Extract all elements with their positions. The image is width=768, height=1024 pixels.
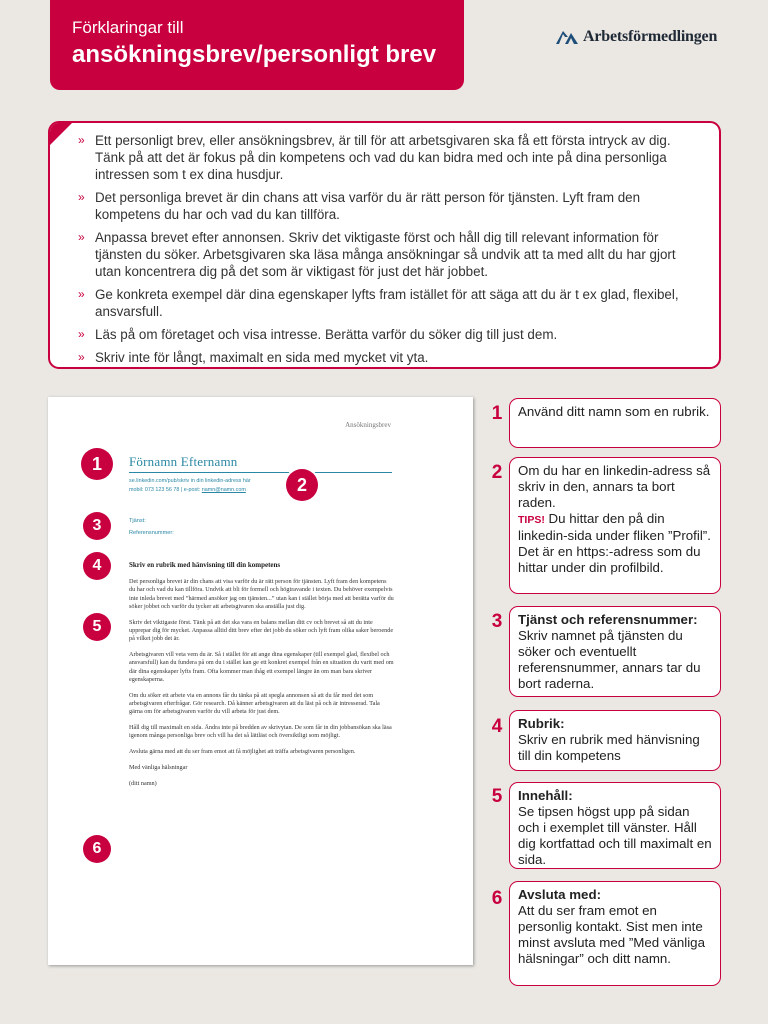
explanation-number: 5 [491, 786, 503, 807]
explanation-box-4 [509, 710, 721, 771]
tips-label: TIPS! [518, 514, 545, 526]
explanation-text: Se tipsen högst upp på sidan och i exemplet till vänster. Håll dig kortfattad och till maximalt en sida. [518, 804, 712, 867]
explanation-title: Rubrik: [518, 716, 565, 731]
tip-item: » Ett personligt brev, eller ansökningsbrev, är till för att arbetsgivaren ska få ett första intryck av dig. Tänk på att det är fokus på din kompetens och vad du kan bidra med och inte på dina personliga intressen som t ex dina husdjur. [78, 132, 703, 183]
letter-body [129, 578, 394, 796]
letter-name-underline [129, 472, 392, 473]
explanation-number: 1 [491, 403, 503, 424]
letter-paragraph: Avsluta gärna med att du ser fram emot att få möjlighet att träffa arbetsgivaren personligen. [129, 748, 356, 756]
explanation-title: Tjänst och referensnummer: [518, 612, 698, 627]
marker-6: 6 [83, 835, 111, 863]
letter-subject: Skriv en rubrik med hänvisning till din kompetens [129, 561, 281, 569]
letter-paragraph: Det personliga brevet är din chans att visa varför du är rätt person för tjänsten. Lyft fram den kompetens du har och vad du kan tillföra. Undvik att bli för formell och högtravande i texten. Du behöver exempelvis inte inleda brevet med ”härmed ansöker jag om tjänsten...” utan kan i stället börja med att berätta varför du söker jobbet och varför du tycker att arbetsgivaren ska anställa just dig. [129, 578, 394, 610]
explanation-text: Skriv namnet på tjänsten du söker och eventuellt referensnummer, annars tar du bort raderna. [518, 628, 701, 691]
tips-text: Du hittar den på din linkedin-sida under fliken ”Profil”. Det är en https:-adress som du hittar under din profilbild. [518, 511, 711, 575]
explanation-box-2 [509, 457, 721, 594]
logo [556, 28, 717, 46]
letter-doc-label: Ansökningsbrev [345, 421, 391, 429]
tip-item: » Skriv inte för långt, maximalt en sida med mycket vit yta. [78, 349, 703, 366]
letter-closing: Med vänliga hälsningar [129, 764, 188, 772]
letter-job-info [129, 515, 174, 539]
explanation-title: Avsluta med: [518, 887, 602, 902]
header-banner [50, 0, 464, 90]
tips-box [48, 121, 721, 369]
tip-item: » Ge konkreta exempel där dina egenskaper lyfts fram istället för att säga att du är t ex glad, flexibel, ansvarsfull. [78, 286, 703, 320]
arbetsformedlingen-logo-icon [556, 30, 578, 44]
letter-email: namn@namn.com [201, 487, 246, 493]
marker-3: 3 [83, 512, 111, 540]
letter-linkedin: se.linkedin.com/pub/skriv in din linkedin-adress här [129, 478, 251, 484]
explanation-box-3 [509, 606, 721, 697]
letter-signature: (ditt namn) [129, 779, 157, 787]
explanation-title: Innehåll: [518, 788, 573, 803]
explanation-text: Skriv en rubrik med hänvisning till din kompetens [518, 732, 700, 763]
marker-2: 2 [286, 469, 318, 501]
marker-1: 1 [81, 448, 113, 480]
header-subtitle: Förklaringar till [72, 18, 184, 37]
letter-paragraph: Arbetsgivaren vill veta vem du är. Så i stället för att ange dina egenskaper (till exempel glad, flexibel och ansvarsfull) kan du fundera på om du i stället kan ge ett konkret exempel från en situation du varit med om där dina egenskaper lyfts fram. Ofta kommer man ihåg ett exempel längre än om man bara skriver egenskaperna. [129, 651, 394, 683]
explanation-box-6 [509, 881, 721, 986]
marker-5: 5 [83, 613, 111, 641]
letter-example [48, 397, 473, 965]
letter-paragraph: Skriv det viktigaste först. Tänk på att det ska vara en balans mellan ditt cv och brevet så att du inte upprepar dig för mycket. Anpassa alltid ditt brev efter det jobb du söker och lyft fram olika saker beroende på vilket jobb det är. [129, 618, 394, 643]
explanation-text: Att du ser fram emot en personlig kontakt. Sist men inte minst avsluta med ”Med vänliga hälsningar” och ditt namn. [518, 903, 705, 966]
explanation-number: 4 [491, 716, 503, 737]
explanation-text: Använd ditt namn som en rubrik. [518, 404, 710, 419]
corner-triangle [50, 123, 72, 145]
tip-item: » Det personliga brevet är din chans att visa varför du är rätt person för tjänsten. Lyft fram den kompetens du har och vad du kan tillföra. [78, 189, 703, 223]
letter-ref-label: Referensnummer: [129, 530, 174, 536]
explanation-box-5 [509, 782, 721, 869]
explanation-number: 3 [491, 611, 503, 632]
letter-paragraph: Håll dig till maximalt en sida. Ändra inte på bredden av skrivytan. De som får in din jobbansökan ska läsa igenom många personliga brev och vill ha det så lättläst och översiktligt som möjligt. [129, 724, 392, 740]
letter-paragraph: Om du söker ett arbete via en annons får du tänka på att spegla annonsen så att du får med det som arbetsgivaren efterfrågar. Gör research. Då känner arbetsgivaren att du läst på och är intresserad. Tala gärna om för arbetsgivaren varför du vill arbeta för just dem. [129, 691, 380, 716]
tip-item: » Anpassa brevet efter annonsen. Skriv det viktigaste först och håll dig till relevant information för tjänsten du söker. Arbetsgivaren ska läsa många ansökningar så undvik att ta med allt du har gjort utan koncentrera dig på det som är viktigast för just det här jobbet. [78, 229, 703, 280]
logo-text: Arbetsförmedlingen [583, 28, 718, 45]
explanation-text: Om du har en linkedin-adress så skriv in den, annars ta bort raden. [518, 463, 711, 510]
page-title: ansökningsbrev/personligt brev [72, 41, 437, 68]
letter-job-label: Tjänst: [129, 518, 146, 524]
letter-name: Förnamn Efternamn [129, 454, 238, 469]
letter-phone: mobil: 073 123 56 78 | e-post: [129, 487, 201, 493]
explanation-number: 6 [491, 888, 503, 909]
explanation-number: 2 [491, 462, 503, 483]
tip-item: » Läs på om företaget och visa intresse. Berätta varför du söker dig till just dem. [78, 326, 703, 343]
tips-list [78, 132, 703, 366]
explanation-box-1 [509, 398, 721, 448]
marker-4: 4 [83, 552, 111, 580]
